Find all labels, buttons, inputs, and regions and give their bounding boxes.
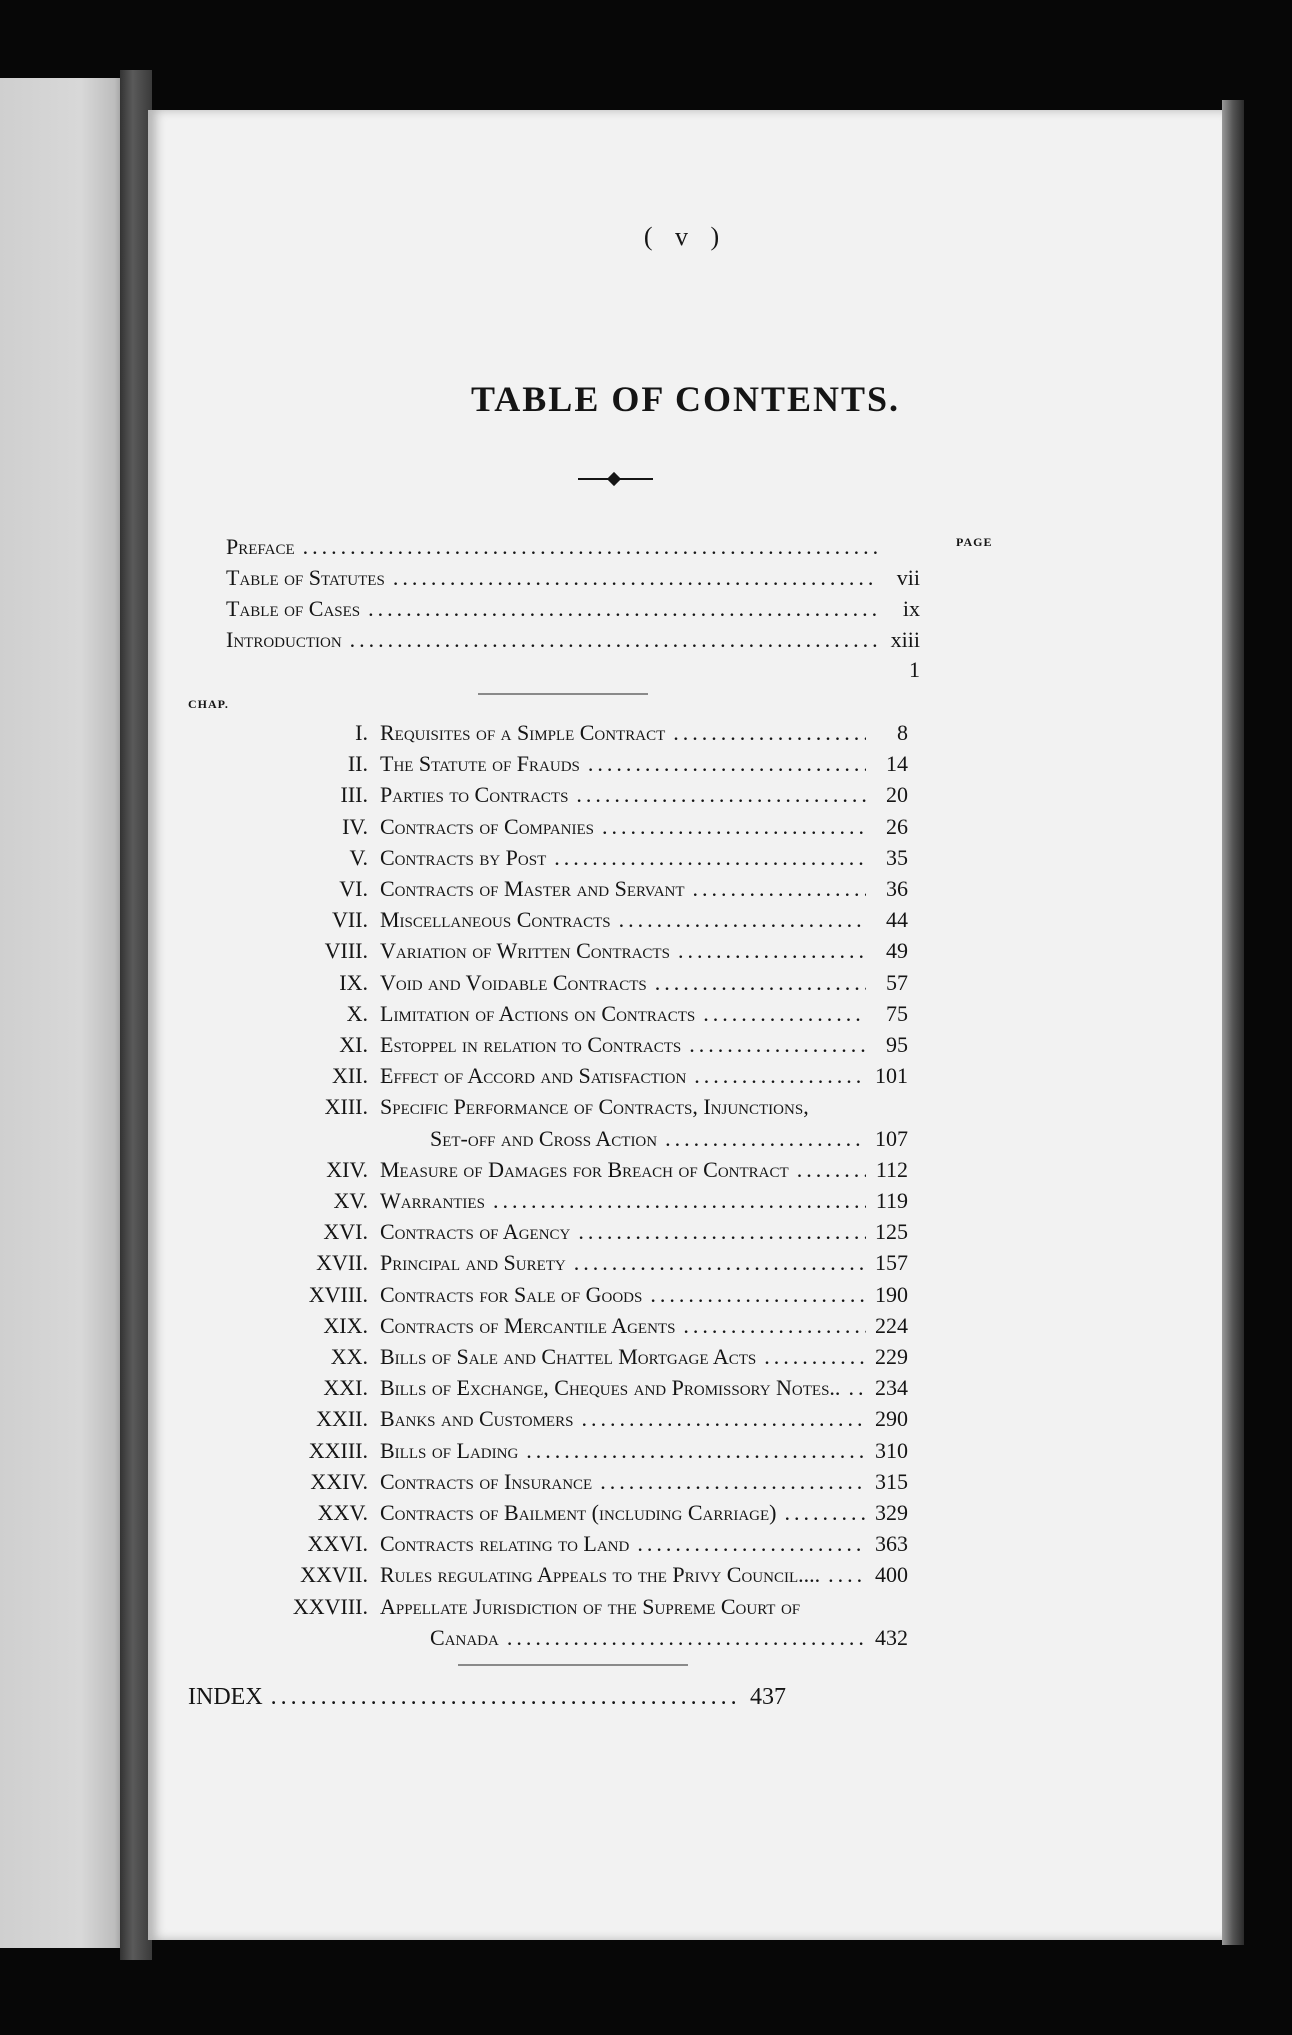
chapter-number: IV. bbox=[342, 814, 368, 839]
chapter-page: 400 bbox=[875, 1562, 908, 1587]
chapter-number: XVI. bbox=[323, 1219, 368, 1244]
chapter-title: Effect of Accord and Satisfaction bbox=[380, 1063, 687, 1088]
entry-title: Table of Cases bbox=[226, 596, 361, 621]
chapter-number: II. bbox=[347, 751, 368, 776]
chapter-title: Miscellaneous Contracts bbox=[380, 907, 611, 932]
chapter-page: 224 bbox=[875, 1313, 908, 1338]
dot-leader bbox=[689, 1032, 866, 1058]
chapter-page: 107 bbox=[875, 1126, 908, 1151]
left-page-edge bbox=[0, 78, 135, 1948]
chapter-page: 229 bbox=[875, 1344, 908, 1369]
chapter-row[interactable] bbox=[158, 1594, 908, 1620]
chapter-row[interactable] bbox=[158, 720, 908, 746]
chapter-column-header: CHAP. bbox=[188, 697, 229, 711]
dot-leader bbox=[554, 845, 866, 871]
dot-leader bbox=[785, 1500, 867, 1526]
front-matter-row[interactable] bbox=[226, 565, 920, 591]
chapter-row[interactable] bbox=[158, 1375, 908, 1401]
chapter-title: Void and Voidable Contracts bbox=[380, 970, 647, 995]
front-matter-row[interactable] bbox=[226, 596, 920, 622]
chapter-page: 329 bbox=[875, 1500, 908, 1525]
chapter-row[interactable] bbox=[158, 1001, 908, 1027]
chapter-title: Banks and Customers bbox=[380, 1406, 574, 1431]
ornament-rule bbox=[578, 475, 653, 483]
chapter-title: Bills of Lading bbox=[380, 1438, 519, 1463]
chapter-row[interactable] bbox=[158, 1032, 908, 1058]
chapter-number: XIII. bbox=[324, 1094, 368, 1119]
chapter-number: IX. bbox=[339, 970, 368, 995]
chapter-page: 157 bbox=[875, 1250, 908, 1275]
chapter-title: Contracts of Mercantile Agents bbox=[380, 1313, 676, 1338]
chapter-number: V. bbox=[349, 845, 368, 870]
chapter-title: Contracts of Insurance bbox=[380, 1469, 593, 1494]
dot-leader bbox=[655, 970, 866, 996]
chapter-number: XVIII. bbox=[308, 1282, 368, 1307]
chapter-page: 36 bbox=[886, 876, 908, 901]
dot-leader bbox=[600, 1469, 866, 1495]
entry-title: Introduction bbox=[226, 627, 342, 652]
chapter-number: XV. bbox=[333, 1188, 368, 1213]
dot-leader bbox=[350, 627, 878, 653]
page-stack-edge bbox=[1222, 100, 1244, 1945]
chapter-page: 112 bbox=[875, 1157, 908, 1182]
chapter-title: The Statute of Frauds bbox=[380, 751, 580, 776]
entry-page: ix bbox=[902, 596, 920, 621]
dot-leader bbox=[602, 814, 866, 840]
chapter-page: 234 bbox=[875, 1375, 908, 1400]
chapter-page: 8 bbox=[897, 720, 908, 745]
dot-leader bbox=[619, 907, 866, 933]
dot-leader bbox=[393, 565, 878, 591]
chapter-title: Specific Performance of Contracts, Injunctions, bbox=[380, 1094, 809, 1119]
front-matter-row[interactable] bbox=[226, 534, 920, 560]
chapter-row[interactable] bbox=[158, 845, 908, 871]
chapter-number: VI. bbox=[339, 876, 368, 901]
chapter-continuation-row[interactable] bbox=[430, 1625, 908, 1651]
chapter-page: 432 bbox=[875, 1625, 908, 1650]
chapter-title: Limitation of Actions on Contracts bbox=[380, 1001, 696, 1026]
chapter-number: III. bbox=[340, 782, 368, 807]
chapter-number: XVII. bbox=[316, 1250, 368, 1275]
chapter-page: 75 bbox=[886, 1001, 908, 1026]
chapter-title: Bills of Exchange, Cheques and Promissory Notes.. bbox=[380, 1375, 841, 1400]
chapter-row[interactable] bbox=[158, 1438, 908, 1464]
section-divider bbox=[458, 1664, 688, 1666]
ornament-diamond bbox=[607, 472, 621, 486]
front-matter-row[interactable] bbox=[226, 627, 920, 653]
chapter-number: I. bbox=[355, 720, 368, 745]
dot-leader bbox=[683, 1313, 866, 1339]
chapter-number: VII. bbox=[331, 907, 368, 932]
chapter-row[interactable] bbox=[158, 1313, 908, 1339]
chapter-number: XIV. bbox=[326, 1157, 368, 1182]
chapter-page: 95 bbox=[886, 1032, 908, 1057]
chapter-page: 57 bbox=[886, 970, 908, 995]
entry-page: vii bbox=[896, 565, 920, 590]
chapter-row[interactable] bbox=[158, 814, 908, 840]
chapter-row[interactable] bbox=[158, 1094, 908, 1120]
index-page: 437 bbox=[750, 1684, 786, 1710]
page-folio: ( v ) bbox=[643, 222, 728, 251]
chapter-title: Appellate Jurisdiction of the Supreme Court of bbox=[380, 1594, 801, 1619]
dot-leader bbox=[303, 534, 878, 560]
chapter-title: Rules regulating Appeals to the Privy Council.... bbox=[380, 1562, 821, 1587]
chapter-page: 190 bbox=[875, 1282, 908, 1307]
chapter-row[interactable] bbox=[158, 782, 908, 808]
dot-leader bbox=[581, 1406, 866, 1432]
chapter-number: XXIII. bbox=[308, 1438, 368, 1463]
chapter-title: Measure of Damages for Breach of Contract bbox=[380, 1157, 789, 1182]
chapter-number: XXV. bbox=[317, 1500, 368, 1525]
chapter-title: Bills of Sale and Chattel Mortgage Acts bbox=[380, 1344, 757, 1369]
chapter-row[interactable] bbox=[158, 1531, 908, 1557]
chapter-number: XXVII. bbox=[300, 1562, 368, 1587]
chapter-title: Parties to Contracts bbox=[380, 782, 569, 807]
dot-leader bbox=[650, 1282, 866, 1308]
index-title: INDEX bbox=[188, 1684, 263, 1710]
chapter-row[interactable] bbox=[158, 1188, 908, 1214]
dot-leader bbox=[507, 1625, 866, 1651]
chapter-row[interactable] bbox=[158, 1219, 908, 1245]
chapter-page: 119 bbox=[875, 1188, 908, 1213]
index-row[interactable] bbox=[188, 1684, 786, 1711]
dot-leader bbox=[665, 1126, 866, 1152]
dot-leader bbox=[673, 720, 866, 746]
dot-leader bbox=[574, 1250, 866, 1276]
entry-page: 1 bbox=[909, 657, 920, 682]
chapter-title: Contracts relating to Land bbox=[380, 1531, 630, 1556]
dot-leader bbox=[493, 1188, 866, 1214]
chapter-title: Principal and Surety bbox=[380, 1250, 566, 1275]
chapter-row[interactable] bbox=[158, 1250, 908, 1276]
dot-leader bbox=[694, 1063, 866, 1089]
front-matter-row[interactable] bbox=[226, 657, 920, 683]
chapter-row[interactable] bbox=[158, 751, 908, 777]
dot-leader bbox=[368, 596, 878, 622]
dot-leader bbox=[828, 1562, 866, 1588]
chapter-title: Contracts of Companies bbox=[380, 814, 594, 839]
chapter-row[interactable] bbox=[158, 1157, 908, 1183]
chapter-title: Variation of Written Contracts bbox=[380, 938, 670, 963]
chapter-number: XXVIII. bbox=[292, 1594, 368, 1619]
chapter-page: 26 bbox=[886, 814, 908, 839]
chapter-title: Canada bbox=[430, 1625, 499, 1650]
chapter-title: Contracts of Agency bbox=[380, 1219, 571, 1244]
chapter-row[interactable] bbox=[158, 1344, 908, 1370]
chapter-number: XXIV. bbox=[310, 1469, 368, 1494]
dot-leader bbox=[797, 1157, 866, 1183]
chapter-continuation-row[interactable] bbox=[430, 1126, 908, 1152]
chapter-number: XX. bbox=[330, 1344, 368, 1369]
chapter-number: XII. bbox=[331, 1063, 368, 1088]
entry-page: xiii bbox=[890, 627, 920, 652]
chapter-title: Set-off and Cross Action bbox=[430, 1126, 658, 1151]
chapter-row[interactable] bbox=[158, 1500, 908, 1526]
chapter-page: 44 bbox=[886, 907, 908, 932]
chapter-row[interactable] bbox=[158, 1282, 908, 1308]
chapter-title: Warranties bbox=[380, 1188, 485, 1213]
chapter-number: XXVI. bbox=[307, 1531, 368, 1556]
page-column-header: PAGE bbox=[956, 535, 993, 549]
chapter-title: Requisites of a Simple Contract bbox=[380, 720, 666, 745]
entry-title: Table of Statutes bbox=[226, 565, 385, 590]
book-page bbox=[148, 110, 1223, 1940]
chapter-title: Contracts of Master and Servant bbox=[380, 876, 685, 901]
chapter-page: 35 bbox=[886, 845, 908, 870]
chapter-number: VIII. bbox=[324, 938, 368, 963]
chapter-number: XIX. bbox=[323, 1313, 368, 1338]
chapter-row[interactable] bbox=[158, 970, 908, 996]
chapter-row[interactable] bbox=[158, 1562, 908, 1588]
chapter-number: X. bbox=[346, 1001, 368, 1026]
chapter-page: 290 bbox=[875, 1406, 908, 1431]
dot-leader bbox=[848, 1375, 866, 1401]
dot-leader bbox=[526, 1438, 866, 1464]
dot-leader bbox=[678, 938, 866, 964]
chapter-page: 49 bbox=[886, 938, 908, 963]
chapter-page: 315 bbox=[875, 1469, 908, 1494]
chapter-row[interactable] bbox=[158, 1406, 908, 1432]
chapter-title: Contracts of Bailment (including Carriage) bbox=[380, 1500, 777, 1525]
chapter-row[interactable] bbox=[158, 907, 908, 933]
dot-leader bbox=[271, 1684, 742, 1711]
dot-leader bbox=[703, 1001, 866, 1027]
chapter-page: 125 bbox=[875, 1219, 908, 1244]
dot-leader bbox=[576, 782, 866, 808]
chapter-row[interactable] bbox=[158, 1063, 908, 1089]
chapter-number: XXII. bbox=[316, 1406, 368, 1431]
chapter-page: 20 bbox=[886, 782, 908, 807]
chapter-row[interactable] bbox=[158, 876, 908, 902]
chapter-page: 363 bbox=[875, 1531, 908, 1556]
chapter-page: 101 bbox=[875, 1063, 908, 1088]
chapter-title: Contracts for Sale of Goods bbox=[380, 1282, 643, 1307]
chapter-row[interactable] bbox=[158, 1469, 908, 1495]
chapter-title: Estoppel in relation to Contracts bbox=[380, 1032, 682, 1057]
dot-leader bbox=[693, 876, 866, 902]
page-title: TABLE OF CONTENTS. bbox=[470, 379, 901, 419]
dot-leader bbox=[764, 1344, 866, 1370]
entry-title: Preface bbox=[226, 534, 295, 559]
chapter-row[interactable] bbox=[158, 938, 908, 964]
dot-leader bbox=[637, 1531, 866, 1557]
dot-leader bbox=[588, 751, 866, 777]
chapter-number: XI. bbox=[339, 1032, 368, 1057]
chapter-number: XXI. bbox=[323, 1375, 368, 1400]
dot-leader bbox=[578, 1219, 866, 1245]
chapter-page: 14 bbox=[886, 751, 908, 776]
chapter-page: 310 bbox=[875, 1438, 908, 1463]
chapter-title: Contracts by Post bbox=[380, 845, 547, 870]
section-divider bbox=[478, 693, 648, 695]
